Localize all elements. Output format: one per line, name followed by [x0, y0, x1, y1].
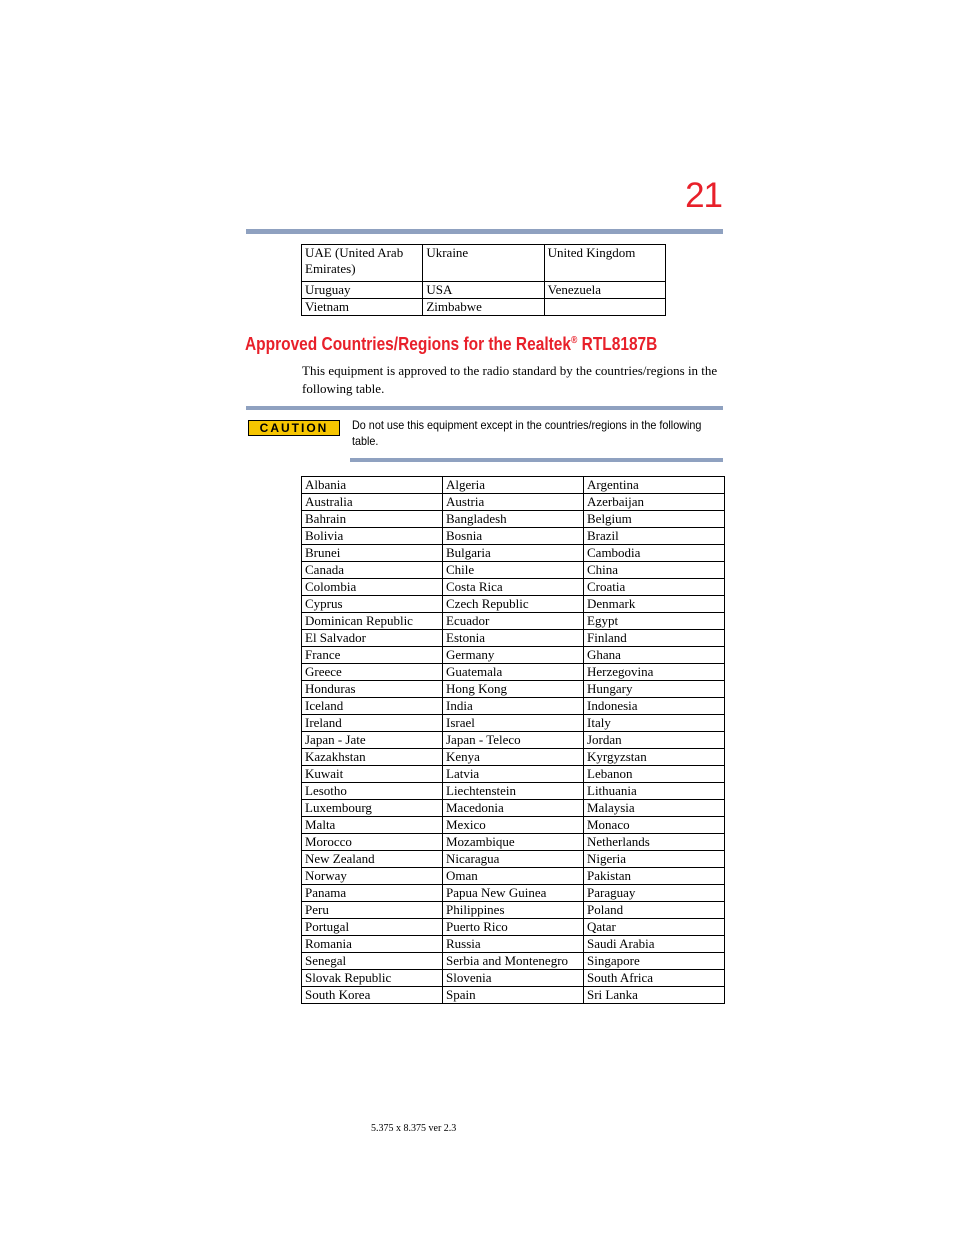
table-row — [302, 528, 725, 545]
table-row — [302, 511, 725, 528]
table-cell: Honduras — [302, 681, 443, 698]
table-row — [302, 766, 725, 783]
section-heading — [245, 334, 657, 355]
table-cell: El Salvador — [302, 630, 443, 647]
table-cell: Portugal — [302, 919, 443, 936]
table-cell: Oman — [443, 868, 584, 885]
table-cell: India — [443, 698, 584, 715]
table-row — [302, 282, 666, 299]
table-cell: Chile — [443, 562, 584, 579]
caution-bottom-rule — [350, 458, 723, 462]
table-cell: Kyrgyzstan — [584, 749, 725, 766]
table-row — [302, 783, 725, 800]
table-cell: Zimbabwe — [423, 299, 544, 316]
table-cell: Senegal — [302, 953, 443, 970]
table-cell: Denmark — [584, 596, 725, 613]
table-cell: Croatia — [584, 579, 725, 596]
table-row — [302, 885, 725, 902]
table-cell: Cambodia — [584, 545, 725, 562]
table-cell: Nigeria — [584, 851, 725, 868]
table-cell: Azerbaijan — [584, 494, 725, 511]
approved-countries-table — [301, 476, 725, 1004]
table-cell: Colombia — [302, 579, 443, 596]
heading-text: Approved Countries/Regions for the Realtek — [245, 334, 571, 354]
table-cell: Jordan — [584, 732, 725, 749]
table-cell: Japan - Jate — [302, 732, 443, 749]
table-cell: Egypt — [584, 613, 725, 630]
heading-model: RTL8187B — [577, 334, 658, 354]
table-cell: Morocco — [302, 834, 443, 851]
table-cell: Kazakhstan — [302, 749, 443, 766]
table-row — [302, 715, 725, 732]
table-cell: Bosnia — [443, 528, 584, 545]
table-cell: Bangladesh — [443, 511, 584, 528]
table-cell: Russia — [443, 936, 584, 953]
table-cell: Luxembourg — [302, 800, 443, 817]
table-cell: Canada — [302, 562, 443, 579]
table-cell: Herzegovina — [584, 664, 725, 681]
table-row — [302, 834, 725, 851]
intro-paragraph: This equipment is approved to the radio standard by the countries/regions in the following table. — [302, 363, 718, 396]
table-cell: Germany — [443, 647, 584, 664]
table-cell: Peru — [302, 902, 443, 919]
table-row — [302, 970, 725, 987]
table-cell: Italy — [584, 715, 725, 732]
page-number: 21 — [685, 176, 722, 215]
table-cell: Romania — [302, 936, 443, 953]
table-cell: Belgium — [584, 511, 725, 528]
table-row — [302, 851, 725, 868]
table-cell: China — [584, 562, 725, 579]
table-row — [302, 299, 666, 316]
table-row — [302, 647, 725, 664]
table-cell: Macedonia — [443, 800, 584, 817]
table-row — [302, 562, 725, 579]
table-cell: France — [302, 647, 443, 664]
table-cell: Malaysia — [584, 800, 725, 817]
table-cell: Hungary — [584, 681, 725, 698]
table-cell: Poland — [584, 902, 725, 919]
table-cell: Papua New Guinea — [443, 885, 584, 902]
table-cell: Singapore — [584, 953, 725, 970]
table-row — [302, 613, 725, 630]
registered-mark: ® — [570, 335, 578, 346]
table-row — [302, 817, 725, 834]
table-cell: Lesotho — [302, 783, 443, 800]
table-row — [302, 698, 725, 715]
header-rule — [246, 229, 723, 234]
table-cell: Serbia and Montenegro — [443, 953, 584, 970]
table-cell: Ireland — [302, 715, 443, 732]
table-cell: Lebanon — [584, 766, 725, 783]
table-cell: Ukraine — [423, 245, 544, 282]
table-cell: Qatar — [584, 919, 725, 936]
table-row — [302, 953, 725, 970]
table-cell: Vietnam — [302, 299, 423, 316]
table-cell: Mozambique — [443, 834, 584, 851]
table-cell: Finland — [584, 630, 725, 647]
table-cell — [544, 299, 665, 316]
table-cell: Uruguay — [302, 282, 423, 299]
table-cell: Bolivia — [302, 528, 443, 545]
table-cell: Philippines — [443, 902, 584, 919]
table-cell: Saudi Arabia — [584, 936, 725, 953]
caution-text: Do not use this equipment except in the countries/regions in the following table. — [352, 418, 702, 448]
table-row — [302, 902, 725, 919]
table-row — [302, 987, 725, 1004]
table-row — [302, 919, 725, 936]
table-cell: Kenya — [443, 749, 584, 766]
countries-table-continued — [301, 244, 666, 316]
table-row — [302, 664, 725, 681]
table-cell: Venezuela — [544, 282, 665, 299]
table-row — [302, 936, 725, 953]
table-cell: Spain — [443, 987, 584, 1004]
table-cell: South Korea — [302, 987, 443, 1004]
table-cell: Bulgaria — [443, 545, 584, 562]
table-cell: Ecuador — [443, 613, 584, 630]
table-cell: Dominican Republic — [302, 613, 443, 630]
table-cell: South Africa — [584, 970, 725, 987]
table-cell: Lithuania — [584, 783, 725, 800]
table-cell: Brazil — [584, 528, 725, 545]
table-cell: Brunei — [302, 545, 443, 562]
table-cell: Nicaragua — [443, 851, 584, 868]
table-cell: Israel — [443, 715, 584, 732]
table-cell: Hong Kong — [443, 681, 584, 698]
table-cell: Slovenia — [443, 970, 584, 987]
table-cell: Ghana — [584, 647, 725, 664]
table-cell: Australia — [302, 494, 443, 511]
table-cell: Albania — [302, 477, 443, 494]
table-cell: Iceland — [302, 698, 443, 715]
table-row — [302, 630, 725, 647]
table-cell: Costa Rica — [443, 579, 584, 596]
table-cell: Kuwait — [302, 766, 443, 783]
table-row — [302, 868, 725, 885]
table-cell: Sri Lanka — [584, 987, 725, 1004]
table-cell: Estonia — [443, 630, 584, 647]
table-row — [302, 596, 725, 613]
table-cell: Latvia — [443, 766, 584, 783]
footer-note: 5.375 x 8.375 ver 2.3 — [371, 1123, 457, 1134]
table-cell: Pakistan — [584, 868, 725, 885]
table-cell: Bahrain — [302, 511, 443, 528]
table-cell: Liechtenstein — [443, 783, 584, 800]
table-cell: Panama — [302, 885, 443, 902]
table-cell: Argentina — [584, 477, 725, 494]
table-row — [302, 545, 725, 562]
table-cell: Paraguay — [584, 885, 725, 902]
table-cell: Slovak Republic — [302, 970, 443, 987]
table-cell: Cyprus — [302, 596, 443, 613]
table-cell: Malta — [302, 817, 443, 834]
table-cell: Guatemala — [443, 664, 584, 681]
table-cell: UAE (United Arab Emirates) — [302, 245, 423, 282]
table-cell: Norway — [302, 868, 443, 885]
table-row — [302, 477, 725, 494]
table-cell: Puerto Rico — [443, 919, 584, 936]
table-cell: Greece — [302, 664, 443, 681]
table-row — [302, 800, 725, 817]
table-row — [302, 245, 666, 282]
table-cell: New Zealand — [302, 851, 443, 868]
table-row — [302, 732, 725, 749]
table-cell: Netherlands — [584, 834, 725, 851]
table-cell: Monaco — [584, 817, 725, 834]
table-cell: Austria — [443, 494, 584, 511]
table-cell: USA — [423, 282, 544, 299]
table-row — [302, 681, 725, 698]
caution-top-rule — [246, 406, 723, 410]
table-cell: Mexico — [443, 817, 584, 834]
table-row — [302, 494, 725, 511]
table-cell: Japan - Teleco — [443, 732, 584, 749]
table-cell: Indonesia — [584, 698, 725, 715]
table-cell: Algeria — [443, 477, 584, 494]
table-row — [302, 749, 725, 766]
table-row — [302, 579, 725, 596]
table-cell: Czech Republic — [443, 596, 584, 613]
caution-badge: CAUTION — [248, 420, 340, 436]
table-cell: United Kingdom — [544, 245, 665, 282]
